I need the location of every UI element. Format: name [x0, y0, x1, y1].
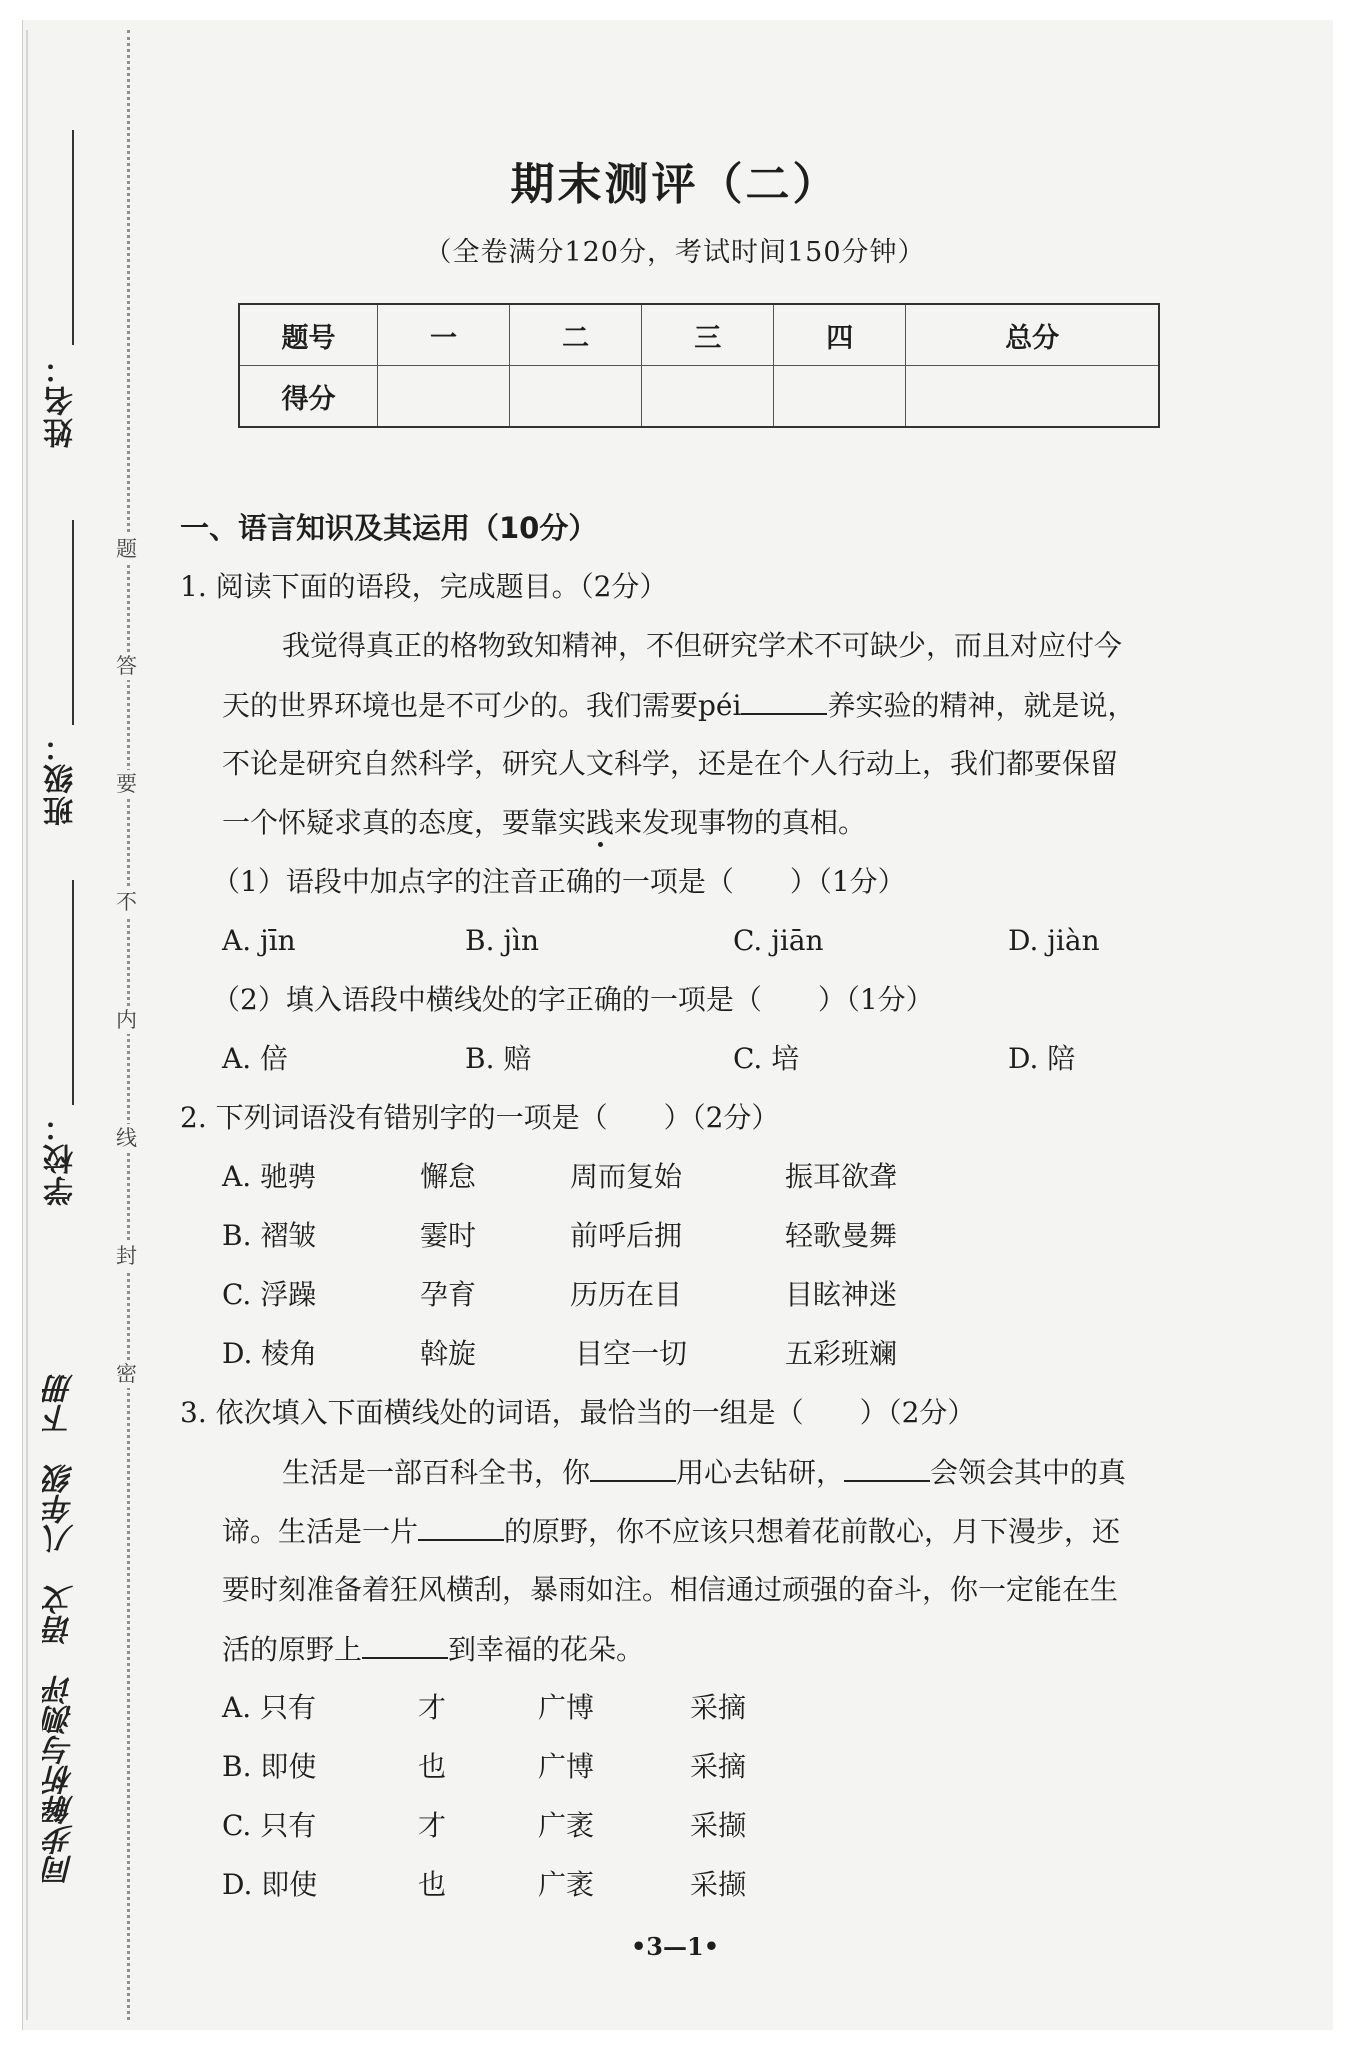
score-row-label: 得分 — [239, 366, 378, 428]
q1-text: 一个怀疑求真的态度，要靠实 — [222, 806, 587, 839]
q1-sub1-stem: （1）语段中加点字的注音正确的一项是（ ）（1分） — [212, 865, 906, 898]
q1-text: 天的世界环境也是不可少的。我们需要péi — [222, 689, 742, 722]
q1-dotted-char: 践 — [586, 806, 615, 839]
q2-word: 孕育 — [420, 1278, 477, 1311]
q3-word: 采撷 — [690, 1868, 747, 1901]
seal-char: 密 — [116, 1362, 137, 1386]
exam-subtitle: （全卷满分120分，考试时间150分钟） — [424, 237, 926, 268]
seal-char: 题 — [116, 537, 137, 561]
q1-paragraph-line: 我觉得真正的格物致知精神，不但研究学术不可缺少，而且对应付今 — [282, 629, 1123, 662]
binding-edge-line — [26, 30, 28, 2020]
series-title — [40, 1345, 84, 1885]
name-label: 姓名： — [44, 352, 79, 448]
question-3-stem: 3. 依次填入下面横线处的词语，最恰当的一组是（ ）（2分） — [180, 1396, 976, 1429]
q3-word: 广博 — [538, 1750, 595, 1783]
score-header-row — [239, 304, 1159, 366]
q3-text: 活的原野上 — [222, 1633, 363, 1666]
q2-word: 斡旋 — [420, 1337, 477, 1370]
score-header-cell: 四 — [774, 304, 906, 366]
school-label: 学校： — [44, 1110, 79, 1206]
q3-word: 广袤 — [538, 1868, 595, 1901]
q3-fill-blank[interactable] — [844, 1452, 930, 1482]
q3-paragraph-line — [222, 1629, 644, 1670]
q2-option[interactable]: D. 棱角 — [222, 1337, 318, 1370]
school-write-line[interactable] — [72, 880, 74, 1105]
q1-paragraph-line: 不论是研究自然科学，研究人文科学，还是在个人行动上，我们都要保留 — [222, 747, 1119, 780]
q1-paragraph-line — [222, 803, 866, 843]
q3-fill-blank[interactable] — [418, 1511, 504, 1541]
score-table — [238, 303, 1160, 428]
q2-word: 历历在目 — [570, 1278, 683, 1311]
score-cell[interactable] — [906, 366, 1159, 428]
class-label: 班级： — [44, 730, 79, 826]
q3-word: 才 — [418, 1809, 447, 1842]
score-cell[interactable] — [510, 366, 642, 428]
q1-sub2-option[interactable]: C. 培 — [733, 1042, 800, 1075]
q2-word: 目空一切 — [575, 1337, 688, 1370]
q1-sub1-option[interactable]: C. jiān — [733, 924, 824, 957]
score-header-cell: 一 — [378, 304, 510, 366]
question-1-stem: 1. 阅读下面的语段，完成题目。（2分） — [180, 570, 668, 603]
q1-sub1-option[interactable]: D. jiàn — [1008, 924, 1100, 957]
series-subject: 语文 — [44, 1584, 79, 1645]
question-2-stem: 2. 下列词语没有错别字的一项是（ ）（2分） — [180, 1101, 780, 1134]
q2-word: 懈怠 — [420, 1160, 477, 1193]
q3-text: 到幸福的花朵。 — [448, 1633, 645, 1666]
score-header-cell: 总分 — [906, 304, 1159, 366]
q3-fill-blank[interactable] — [362, 1629, 448, 1659]
q1-fill-blank[interactable] — [741, 685, 827, 715]
q2-word: 前呼后拥 — [570, 1219, 683, 1252]
q3-text: 谛。生活是一片 — [222, 1515, 419, 1548]
q3-word: 广博 — [538, 1691, 595, 1724]
seal-char: 不 — [116, 890, 137, 914]
q3-fill-blank[interactable] — [590, 1452, 676, 1482]
q3-word: 才 — [418, 1691, 447, 1724]
q1-sub2-option[interactable]: B. 赔 — [465, 1042, 532, 1075]
series-volume: 下册 — [44, 1373, 79, 1434]
q3-text: 生活是一部百科全书，你 — [282, 1456, 591, 1489]
q3-option[interactable]: D. 即使 — [222, 1868, 318, 1901]
q1-text: 养实验的精神，就是说， — [827, 689, 1136, 722]
q3-text: 会领会其中的真 — [930, 1456, 1127, 1489]
seal-char: 答 — [116, 654, 137, 678]
q2-option[interactable]: A. 驰骋 — [222, 1160, 317, 1193]
q3-word: 采撷 — [690, 1809, 747, 1842]
score-cell[interactable] — [642, 366, 774, 428]
seal-char: 封 — [116, 1244, 137, 1268]
q1-sub2-stem: （2）填入语段中横线处的字正确的一项是（ ）（1分） — [212, 983, 934, 1016]
q3-word: 广袤 — [538, 1809, 595, 1842]
q1-sub1-option[interactable]: A. jīn — [222, 924, 296, 957]
q2-option[interactable]: C. 浮躁 — [222, 1278, 317, 1311]
seal-char: 要 — [116, 772, 137, 796]
q1-sub2-option[interactable]: A. 倍 — [222, 1042, 289, 1075]
q1-paragraph-line — [222, 685, 1135, 726]
q3-word: 也 — [418, 1868, 447, 1901]
q1-text: 来发现事物的真相。 — [614, 806, 867, 839]
q3-text: 的原野，你不应该只想着花前散心，月下漫步，还 — [504, 1515, 1121, 1548]
q3-paragraph-line: 要时刻准备着狂风横刮，暴雨如注。相信通过顽强的奋斗，你一定能在生 — [222, 1573, 1119, 1606]
q3-paragraph-line — [222, 1511, 1120, 1552]
q3-option[interactable]: C. 只有 — [222, 1809, 317, 1842]
q2-word: 轻歌曼舞 — [785, 1219, 898, 1252]
q3-paragraph-line — [282, 1452, 1126, 1493]
series-name: 同步解析与测评 — [44, 1675, 79, 1885]
q2-word: 霎时 — [420, 1219, 477, 1252]
q2-word: 周而复始 — [570, 1160, 683, 1193]
q1-sub2-option[interactable]: D. 陪 — [1008, 1042, 1076, 1075]
score-header-cell: 题号 — [239, 304, 378, 366]
seal-char: 线 — [116, 1126, 137, 1150]
score-header-cell: 三 — [642, 304, 774, 366]
page-number: •3—1• — [630, 1932, 720, 1961]
class-write-line[interactable] — [72, 520, 74, 725]
q1-sub1-option[interactable]: B. jìn — [465, 924, 540, 957]
q3-word: 采摘 — [690, 1750, 747, 1783]
series-grade: 八年级 — [44, 1464, 79, 1555]
q3-word: 也 — [418, 1750, 447, 1783]
q2-word: 振耳欲聋 — [785, 1160, 898, 1193]
section-title: 一、语言知识及其运用（10分） — [180, 511, 598, 545]
q3-text: 用心去钻研， — [676, 1456, 845, 1489]
seal-char: 内 — [116, 1008, 137, 1032]
q2-word: 目眩神迷 — [785, 1278, 898, 1311]
score-header-cell: 二 — [510, 304, 642, 366]
q3-word: 采摘 — [690, 1691, 747, 1724]
exam-title: 期末测评（二） — [510, 159, 840, 210]
score-cell[interactable] — [378, 366, 510, 428]
q3-option[interactable]: A. 只有 — [222, 1691, 317, 1724]
q2-word: 五彩班斓 — [785, 1337, 898, 1370]
q3-option[interactable]: B. 即使 — [222, 1750, 317, 1783]
score-cell[interactable] — [774, 366, 906, 428]
q2-option[interactable]: B. 褶皱 — [222, 1219, 317, 1252]
score-row — [239, 366, 1159, 428]
